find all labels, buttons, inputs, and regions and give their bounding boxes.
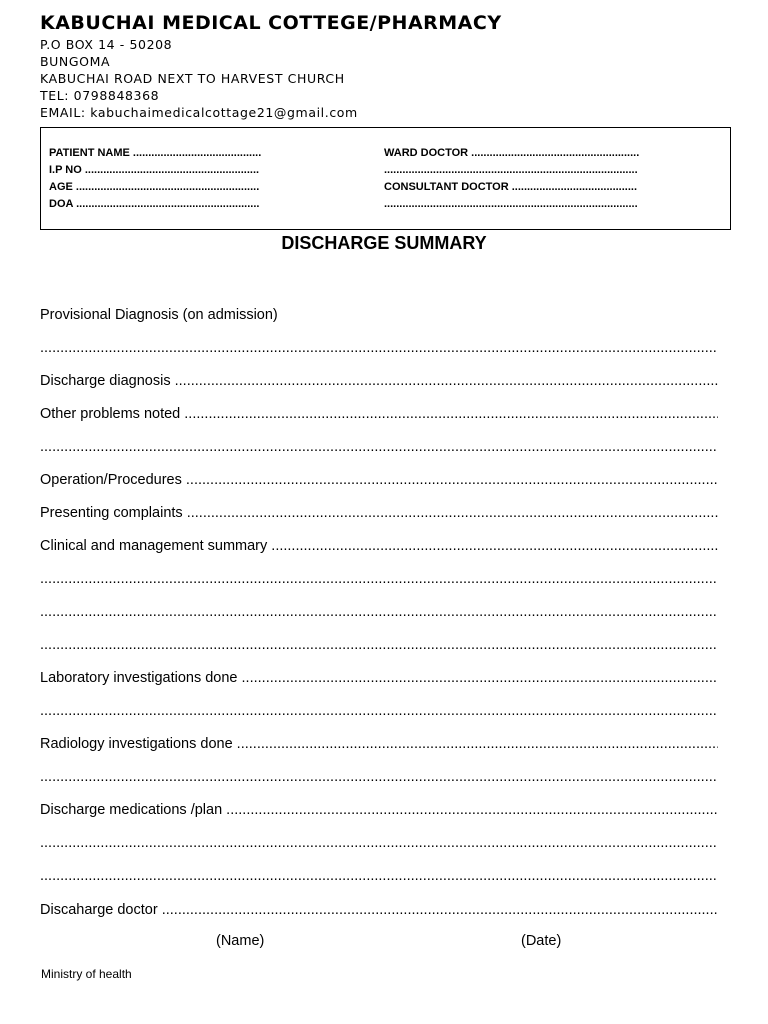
provisional-diagnosis-label: Provisional Diagnosis (on admission): [40, 307, 278, 323]
patient-name-field[interactable]: PATIENT NAME ..........................................: [49, 147, 262, 159]
clinical-summary-field[interactable]: Clinical and management summary .....: [40, 536, 718, 556]
other-problems-field[interactable]: Other problems noted .....: [40, 404, 718, 424]
address-road: KABUCHAI ROAD NEXT TO HARVEST CHURCH: [40, 71, 345, 86]
doa-field[interactable]: DOA ............................................................: [49, 198, 260, 210]
radiology-investigations-field[interactable]: Radiology investigations done .....: [40, 734, 718, 754]
provisional-diagnosis-line[interactable]: [40, 338, 718, 358]
consultant-doctor-field[interactable]: CONSULTANT DOCTOR .........................................: [384, 181, 638, 193]
footer-ministry: Ministry of health: [41, 967, 132, 981]
age-field[interactable]: AGE ............................................................: [49, 181, 260, 193]
clinical-summary-line-1[interactable]: [40, 569, 718, 589]
document-title: DISCHARGE SUMMARY: [281, 233, 487, 253]
address-po-box: P.O BOX 14 - 50208: [40, 37, 173, 52]
discharge-diagnosis-field[interactable]: Discharge diagnosis .....: [40, 371, 718, 391]
laboratory-investigations-line[interactable]: [40, 701, 718, 721]
discharge-medications-field[interactable]: Discharge medications /plan .....: [40, 800, 718, 820]
laboratory-investigations-field[interactable]: Laboratory investigations done .....: [40, 668, 718, 688]
other-problems-line[interactable]: [40, 437, 718, 457]
consultant-doctor-line-2[interactable]: ...................................................................................: [384, 198, 638, 210]
address-town: BUNGOMA: [40, 54, 111, 69]
letterhead: [40, 10, 502, 121]
discharge-medications-line-2[interactable]: [40, 866, 718, 886]
clinical-summary-line-2[interactable]: [40, 602, 718, 622]
discharge-medications-line-1[interactable]: [40, 833, 718, 853]
facility-name: KABUCHAI MEDICAL COTTEGE/PHARMACY: [40, 12, 502, 34]
radiology-investigations-line[interactable]: [40, 767, 718, 787]
ward-doctor-field[interactable]: WARD DOCTOR .......................................................: [384, 147, 640, 159]
telephone: TEL: 0798848368: [40, 88, 160, 103]
clinical-summary-line-3[interactable]: [40, 635, 718, 655]
operation-procedures-field[interactable]: Operation/Procedures .....: [40, 470, 718, 490]
patient-info-box: [40, 127, 731, 230]
signature-name-label: (Name): [216, 933, 265, 949]
email: EMAIL: kabuchaimedicalcottage21@gmail.com: [40, 105, 358, 120]
signature-date-label: (Date): [521, 933, 562, 949]
ip-no-field[interactable]: I.P NO .........................................................: [49, 164, 260, 176]
ward-doctor-line-2[interactable]: ...................................................................................: [384, 164, 638, 176]
discharge-doctor-field[interactable]: Discaharge doctor .....: [40, 900, 718, 920]
presenting-complaints-field[interactable]: Presenting complaints .....: [40, 503, 718, 523]
